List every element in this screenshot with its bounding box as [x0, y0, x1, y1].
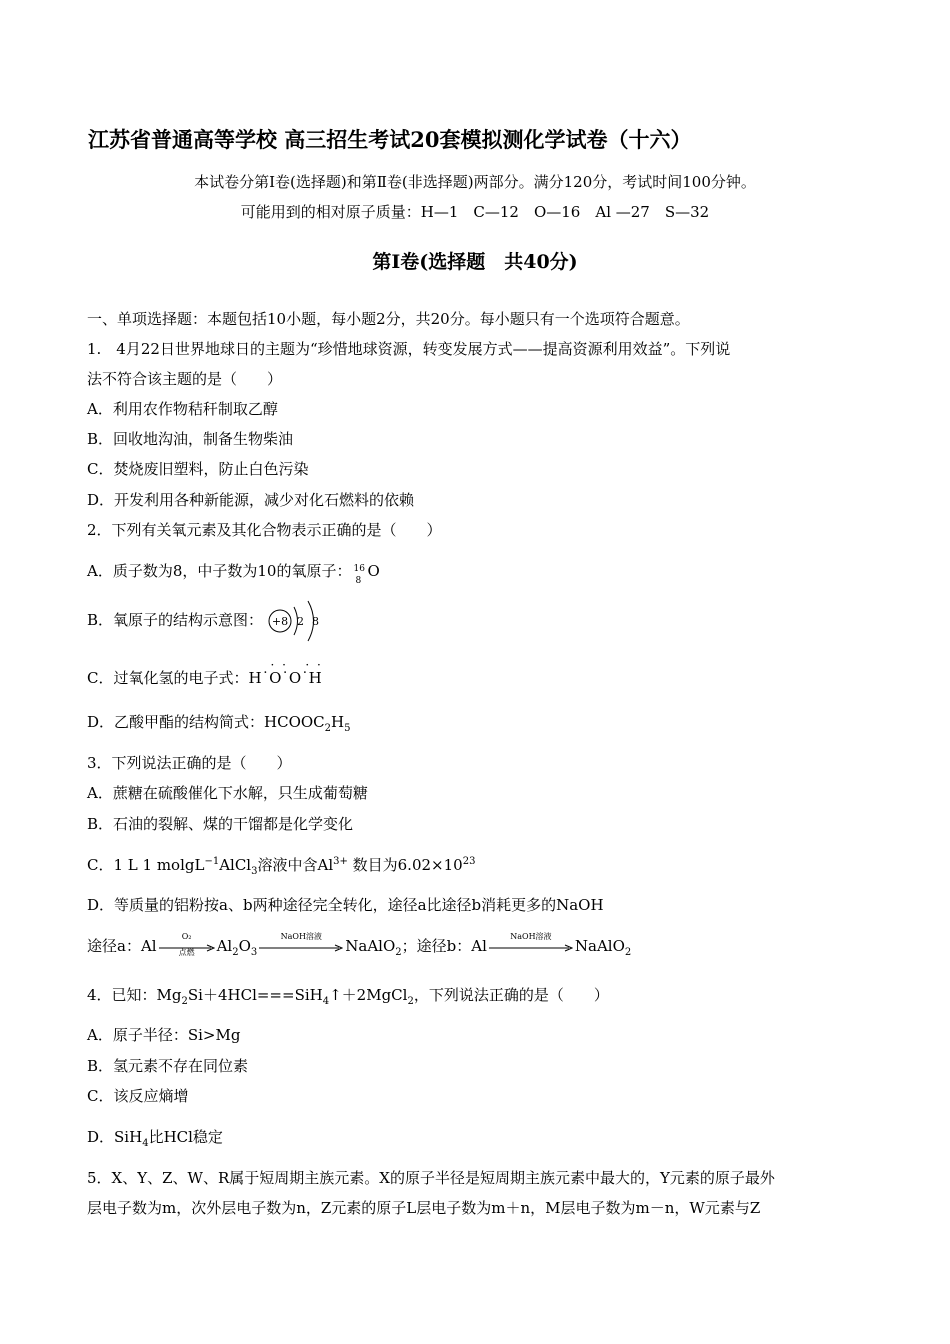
arrow-burn: O₂ 点燃	[159, 937, 215, 957]
isotope-notation	[351, 561, 367, 586]
atomic-masses: 可能用到的相对原子质量：H—1 C—12 O—16 Al —27 S—32	[240, 203, 710, 221]
oxygen-atom-diagram	[267, 599, 329, 643]
ester-formula: $HCOOC_2H_5$	[264, 713, 351, 734]
q2-option-c	[87, 658, 323, 688]
q4-stem: 4．已知：$Mg_2Si+4HCl===SiH_4↑+2MgCl_2$，下列说法正确的是（ ）	[87, 986, 609, 1007]
q3-pathways: 途径a：Al O₂ 点燃 $Al_2O_3$ NaOH溶液 NaAlO$_2$；途径b：Al NaOH溶液 NaAlO$_2$	[87, 932, 632, 958]
q2-option-d-text: D．乙酸甲酯的结构简式：	[87, 713, 265, 731]
q2-option-b	[87, 598, 329, 643]
nucleus-label: +8	[271, 615, 289, 628]
q5-line1: 5．X、Y、Z、W、R属于短周期主族元素。X的原子半径是短周期主族元素中最大的，Y元素的原子最外	[87, 1169, 775, 1187]
atomic-number: 8	[355, 576, 362, 586]
q3-option-a: A．蔗糖在硫酸催化下水解，只生成葡萄糖	[87, 784, 368, 802]
q1-option-b: B．回收地沟油，制备生物柴油	[87, 430, 294, 448]
mass-number: 16	[353, 564, 365, 574]
q5-line2: 层电子数为m，次外层电子数为n，Z元素的原子L层电子数为m＋n，M层电子数为m－n，W元素与Z	[87, 1199, 761, 1217]
q2-option-c-text: C．过氧化氢的电子式：	[87, 669, 249, 687]
lone-pair-dots: · · · ·	[270, 658, 323, 672]
instruction: 一、单项选择题：本题包括10小题，每小题2分，共20分。每小题只有一个选项符合题意。	[87, 310, 690, 328]
q4-option-a: A．原子半径：Si>Mg	[87, 1026, 241, 1044]
electron-formula	[248, 658, 323, 688]
q4-option-b: B．氢元素不存在同位素	[87, 1057, 249, 1075]
q2-stem: 2．下列有关氧元素及其化合物表示正确的是（ ）	[87, 521, 442, 539]
exam-intro: 本试卷分第Ⅰ卷(选择题)和第Ⅱ卷(非选择题)两部分。满分120分，考试时间100分钟。	[194, 173, 756, 191]
page-title: 江苏省普通高等学校 高三招生考试20套模拟测化学试卷（十六）	[88, 127, 692, 152]
shell2-label: 8	[312, 615, 320, 628]
q2-option-a	[87, 561, 380, 586]
q1-stem-line2: 法不符合该主题的是（ ）	[87, 370, 283, 388]
q1-option-d: D．开发利用各种新能源，减少对化石燃料的依赖	[87, 491, 415, 509]
q3-stem: 3．下列说法正确的是（ ）	[87, 754, 292, 772]
q2-option-a-text: A．质子数为8，中子数为10的氧原子：	[87, 562, 352, 580]
q3-option-d: D．等质量的铝粉按a、b两种途径完全转化，途径a比途径b消耗更多的NaOH	[87, 896, 604, 914]
arrow-naoh-2: NaOH溶液	[489, 937, 573, 957]
q4-option-d: D．SiH$_4$比HCl稳定	[87, 1128, 223, 1149]
q2-option-b-text: B．氧原子的结构示意图：	[87, 611, 264, 629]
q3-option-c: C．1 L 1 molgL$^{-1}$AlCl$_3$溶液中含$Al^{3+}$ 数目为$6.02\times 10^{23}$	[87, 856, 476, 877]
shell1-label: 2	[297, 615, 305, 628]
q3-option-b: B．石油的裂解、煤的干馏都是化学变化	[87, 815, 354, 833]
q1-stem-line1: 1. 4月22日世界地球日的主题为“珍惜地球资源，转变发展方式——提高资源利用效益”。下列说	[87, 340, 731, 358]
arrow-naoh-1: NaOH溶液	[259, 937, 343, 957]
q1-option-c: C．焚烧废旧塑料，防止白色污染	[87, 460, 309, 478]
electron-formula-text: H˙O˙O˙H	[248, 669, 322, 687]
q4-option-c: C．该反应熵增	[87, 1087, 189, 1105]
q1-option-a: A．利用农作物秸秆制取乙醇	[87, 400, 278, 418]
q2-option-d	[87, 712, 351, 732]
element-symbol: O	[367, 562, 380, 580]
section-title: 第Ⅰ卷(选择题 共40分)	[372, 251, 578, 273]
